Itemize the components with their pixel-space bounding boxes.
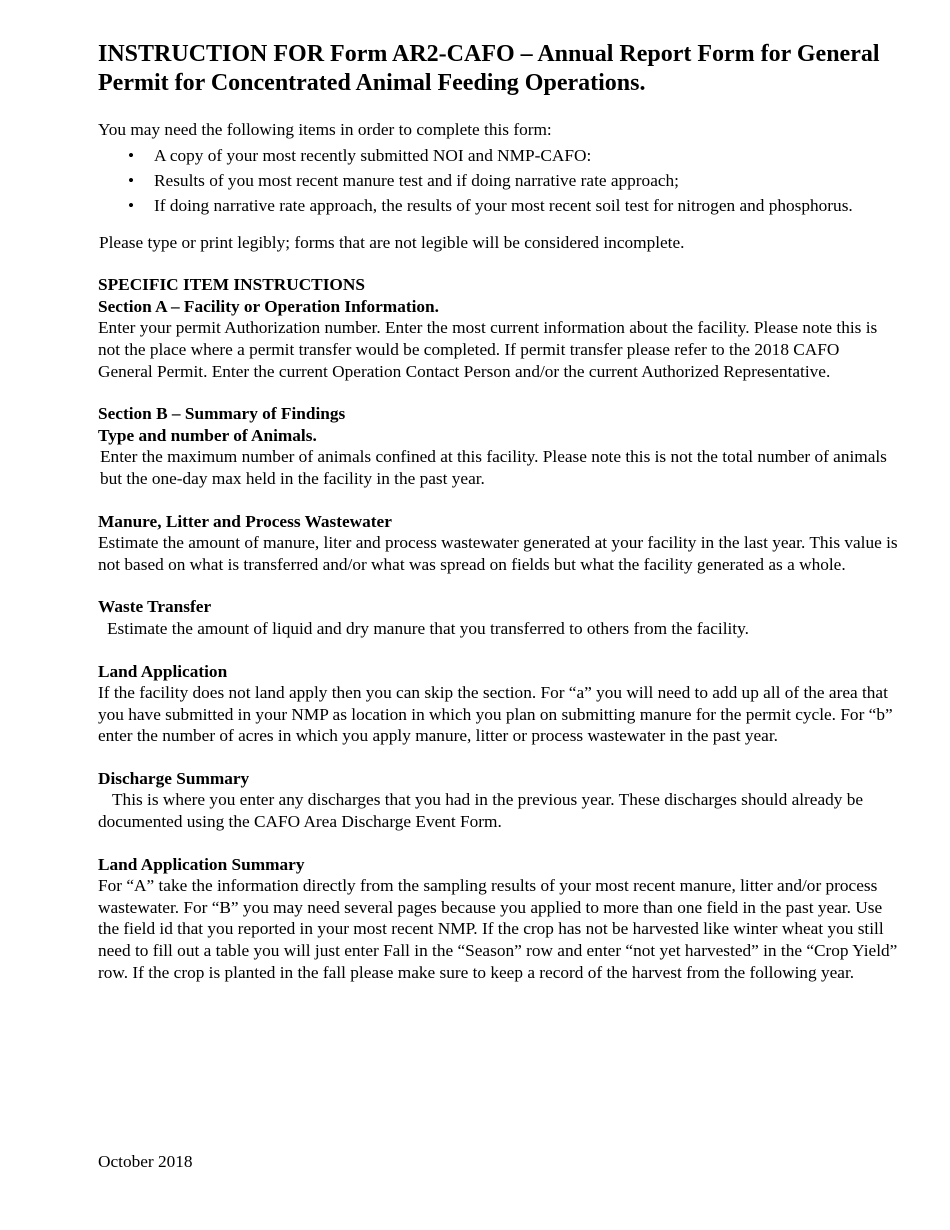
discharge-summary-body: This is where you enter any discharges that you had in the previous year. These discharges should already be documented using the CAFO Area Discharge Event Form. — [98, 790, 864, 832]
list-item — [128, 143, 898, 168]
bullet-icon: • — [128, 145, 135, 165]
list-item-text: If doing narrative rate approach, the results of your most recent soil test for nitrogen and phosphorus. — [154, 195, 853, 215]
land-application-body: If the facility does not land apply then you can skip the section. For “a” you will need to add up all of the area that you have submitted in your NMP as location in which you plan on submitting manure for the permit cycle. For “b” enter the number of acres in which you apply manure, litter or process wastewater in the past year. — [98, 683, 893, 746]
required-items-list — [98, 143, 898, 218]
legibility-note: Please type or print legibly; forms that are not legible will be considered incomplete. — [99, 232, 685, 252]
page-title: INSTRUCTION FOR Form AR2-CAFO – Annual Report Form for General Permit for Concentrated Animal Feeding Operations. — [98, 41, 880, 96]
intro-text: You may need the following items in order to complete this form: — [98, 120, 552, 139]
section-a-body: Enter your permit Authorization number. Enter the most current information about the facility. Please note this is not the place where a permit transfer would be completed. If permit transfer please refer to the 2018 CAFO General Permit. Enter the current Operation Contact Person and/or the current Authorized Representative. — [98, 318, 878, 381]
document-page — [98, 40, 898, 983]
specific-instructions-heading: SPECIFIC ITEM INSTRUCTIONS — [98, 275, 365, 295]
waste-transfer-body: Estimate the amount of liquid and dry manure that you transferred to others from the facility. — [107, 618, 749, 638]
manure-heading: Manure, Litter and Process Wastewater — [98, 511, 392, 531]
land-application-heading: Land Application — [98, 661, 228, 681]
bullet-icon: • — [128, 195, 135, 215]
section-a-heading: Section A – Facility or Operation Information. — [98, 296, 439, 316]
animals-subheading: Type and number of Animals. — [98, 425, 317, 445]
land-application-summary-body: For “A” take the information directly from the sampling results of your most recent manure, litter and/or process wastewater. For “B” you may need several pages because you applied to more than one field in the past year. Use the field id that you reported in your most recent NMP. If the crop has not be harvested like winter wheat you still need to fill out a table you will just enter Fall in the “Season” row and enter “not yet harvested” in the “Crop Yield” row. If the crop is planted in the fall please make sure to keep a record of the harvest from the following year. — [98, 876, 898, 982]
list-item — [128, 193, 898, 218]
list-item — [128, 168, 898, 193]
land-application-summary-heading: Land Application Summary — [98, 854, 305, 874]
list-item-text: A copy of your most recently submitted NOI and NMP-CAFO: — [154, 145, 592, 165]
animals-body: Enter the maximum number of animals confined at this facility. Please note this is not the total number of animals but the one-day max held in the facility in the past year. — [100, 447, 887, 488]
list-item-text: Results of you most recent manure test and if doing narrative rate approach; — [154, 170, 679, 190]
manure-body: Estimate the amount of manure, liter and process wastewater generated at your facility in the last year. This value is not based on what is transferred and/or what was spread on fields but what the facility generated as a whole. — [98, 533, 898, 574]
bullet-icon: • — [128, 170, 135, 190]
section-b-heading: Section B – Summary of Findings — [98, 404, 346, 424]
discharge-summary-heading: Discharge Summary — [98, 768, 250, 788]
footer-date: October 2018 — [98, 1152, 193, 1171]
waste-transfer-heading: Waste Transfer — [98, 597, 212, 617]
